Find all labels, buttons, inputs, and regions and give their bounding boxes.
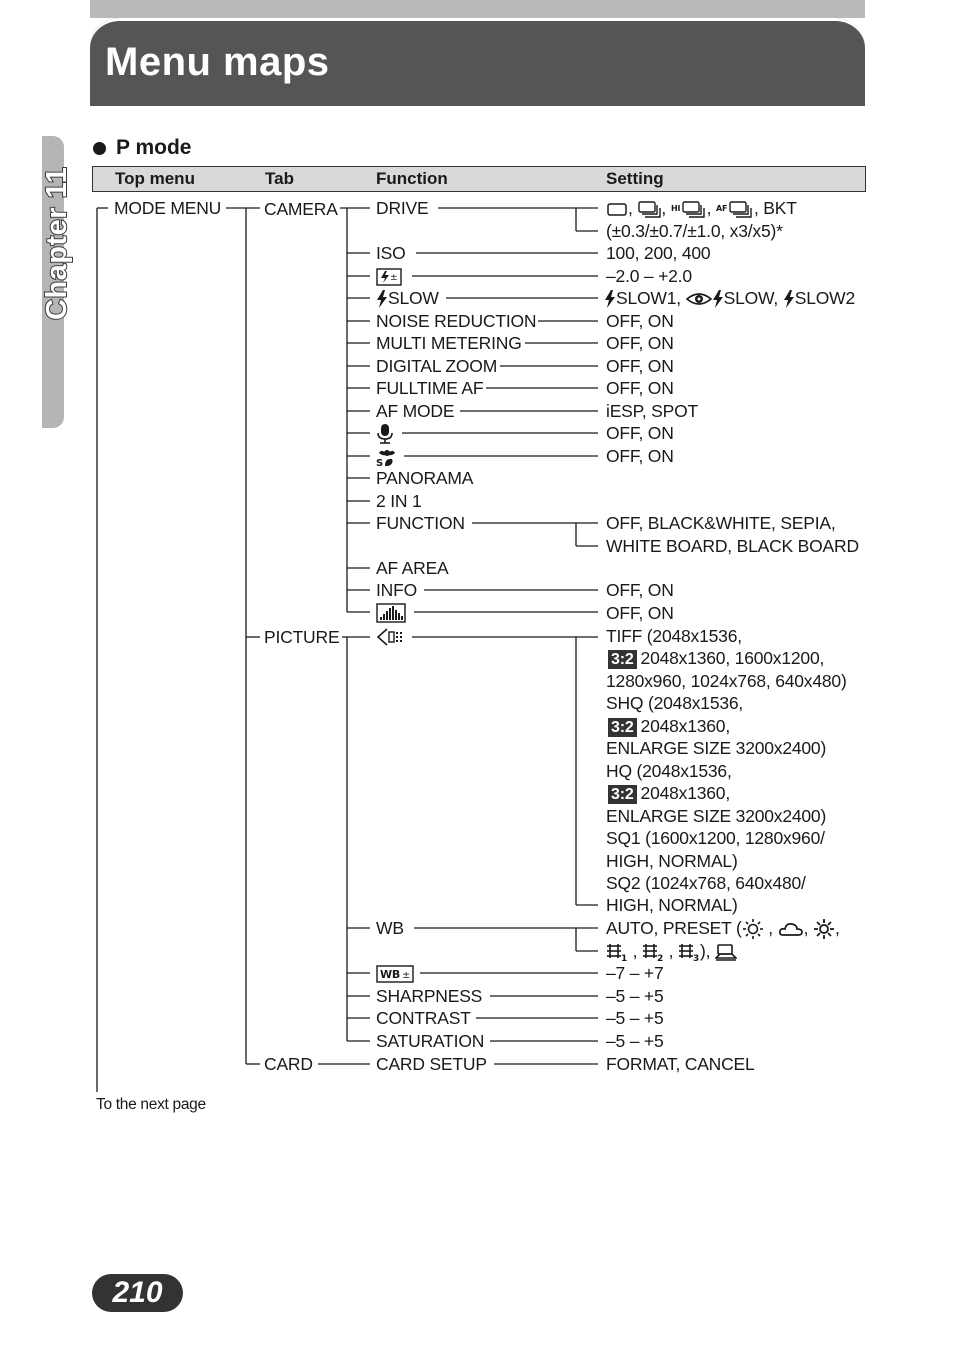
setting-digital-zoom: OFF, ON (606, 356, 674, 376)
header-top-menu: Top menu (115, 169, 195, 188)
function-fulltime-af: FULLTIME AF (376, 378, 484, 398)
svg-text:HI: HI (670, 204, 680, 214)
setting-wb-adjust: –7 – +7 (606, 963, 664, 983)
setting-function-line2: WHITE BOARD, BLACK BOARD (606, 536, 859, 556)
sequential-shooting-icon (637, 200, 661, 218)
setting-quality-line: 3:2 2048x1360, (608, 783, 730, 804)
single-shot-icon (606, 201, 628, 217)
setting-quality-line: TIFF (2048x1536, (606, 626, 742, 646)
setting-iso: 100, 200, 400 (606, 243, 711, 263)
flash-icon (604, 290, 616, 308)
function-digital-zoom: DIGITAL ZOOM (376, 356, 498, 376)
function-function: FUNCTION (376, 513, 465, 533)
setting-slow-redeye: SLOW, (723, 288, 779, 308)
setting-function-line1: OFF, BLACK&WHITE, SEPIA, (606, 513, 836, 533)
setting-quality-line: ENLARGE SIZE 3200x2400) (606, 806, 827, 826)
setting-multi-metering: OFF, ON (606, 333, 674, 353)
setting-quality-line: SQ1 (1600x1200, 1280x960/ (606, 828, 825, 848)
flash-exposure-icon (376, 268, 402, 286)
setting-quality-line: HIGH, NORMAL) (606, 851, 738, 871)
fluorescent-3-icon (678, 943, 700, 961)
setting-info: OFF, ON (606, 580, 674, 600)
cloudy-icon (778, 920, 804, 938)
fluorescent-1-label: 1 (621, 954, 628, 962)
histogram-icon (376, 603, 406, 623)
function-super-macro (376, 446, 398, 467)
setting-card-setup: FORMAT, CANCEL (606, 1054, 755, 1074)
function-iso: ISO (376, 243, 406, 263)
svg-text:S: S (376, 458, 384, 468)
setting-histogram: OFF, ON (606, 603, 674, 623)
function-2-in-1: 2 IN 1 (376, 491, 422, 511)
fluorescent-1-icon (606, 943, 628, 961)
page-title: Menu maps (105, 40, 330, 84)
page-number: 210 (112, 1276, 163, 1309)
setting-mic: OFF, ON (606, 423, 674, 443)
fluorescent-3-label: 3 (693, 954, 700, 962)
tungsten-icon (813, 919, 835, 939)
tab-card: CARD (264, 1054, 313, 1074)
function-mic (376, 423, 394, 444)
af-sequential-icon (716, 200, 754, 218)
function-slow (376, 288, 439, 308)
function-af-mode: AF MODE (376, 401, 455, 421)
setting-wb-line1: AUTO, PRESET ( , , , (606, 918, 840, 938)
fluorescent-2-icon (642, 943, 664, 961)
function-info: INFO (376, 580, 418, 600)
function-noise-reduction: NOISE REDUCTION (376, 311, 537, 331)
setting-slow (604, 288, 855, 308)
function-flash-exposure (376, 266, 402, 286)
function-sharpness: SHARPNESS (376, 986, 483, 1006)
header-tab: Tab (265, 169, 294, 188)
setting-wb-line2: 1 , 2 , 3 ), (606, 941, 737, 961)
aspect-3-2-badge: 3:2 (608, 718, 637, 737)
function-contrast: CONTRAST (376, 1008, 471, 1028)
function-slow-label: SLOW (388, 288, 439, 308)
setting-quality-line: HIGH, NORMAL) (606, 895, 738, 915)
function-card-setup: CARD SETUP (376, 1054, 487, 1074)
setting-af-mode: iESP, SPOT (606, 401, 699, 421)
setting-slow2: SLOW2 (794, 288, 855, 308)
aspect-3-2-badge: 3:2 (608, 785, 637, 804)
setting-quality-line: HQ (2048x1536, (606, 761, 732, 781)
setting-drive: , , HI , AF , BKT (606, 198, 797, 218)
sunny-icon (742, 919, 764, 939)
function-drive: DRIVE (376, 198, 429, 218)
section-title: P mode (116, 136, 192, 159)
setting-quality-line: 3:2 2048x1360, (608, 716, 730, 737)
svg-text:±: ± (402, 970, 411, 982)
function-af-area: AF AREA (376, 558, 449, 578)
tab-camera: CAMERA (264, 199, 338, 219)
svg-text:WB: WB (380, 968, 401, 982)
setting-quality-line: ENLARGE SIZE 3200x2400) (606, 738, 827, 758)
flash-icon (783, 290, 795, 308)
microphone-icon (376, 424, 394, 444)
function-panorama: PANORAMA (376, 468, 474, 488)
header-setting: Setting (606, 169, 664, 188)
setting-saturation: –5 – +5 (606, 1031, 664, 1051)
function-wb-adjust (376, 963, 414, 983)
svg-text:AF: AF (715, 204, 728, 214)
function-record-mode (376, 626, 408, 647)
setting-fulltime-af: OFF, ON (606, 378, 674, 398)
setting-slow1: SLOW1, (616, 288, 681, 308)
setting-quality-line: 1280x960, 1024x768, 640x480) (606, 671, 847, 691)
svg-text:±: ± (390, 273, 398, 284)
one-touch-wb-icon (715, 943, 737, 961)
header-function: Function (376, 169, 448, 188)
aspect-3-2-badge: 3:2 (608, 650, 637, 669)
record-mode-icon (376, 627, 408, 647)
flash-icon (712, 290, 724, 308)
setting-contrast: –5 – +5 (606, 1008, 664, 1028)
function-histogram (376, 602, 406, 623)
chapter-label: Chapter 11 (41, 166, 73, 320)
flash-icon (376, 290, 388, 308)
page-number-badge (92, 1274, 183, 1312)
red-eye-icon (686, 290, 712, 308)
top-menu-mode-menu: MODE MENU (114, 198, 222, 218)
setting-flash-exposure: –2.0 – +2.0 (606, 266, 692, 286)
setting-noise-reduction: OFF, ON (606, 311, 674, 331)
high-speed-sequential-icon (671, 200, 707, 218)
function-multi-metering: MULTI METERING (376, 333, 522, 353)
super-macro-icon (376, 447, 398, 467)
function-wb: WB (376, 918, 404, 938)
setting-quality-line: 3:2 2048x1360, 1600x1200, (608, 648, 824, 669)
setting-drive-bkt-values: (±0.3/±0.7/±1.0, x3/x5)* (606, 221, 783, 241)
wb-adjust-icon (376, 965, 414, 983)
setting-quality-line: SQ2 (1024x768, 640x480/ (606, 873, 806, 893)
setting-quality-line: SHQ (2048x1536, (606, 693, 744, 713)
function-saturation: SATURATION (376, 1031, 485, 1051)
tab-picture: PICTURE (264, 627, 340, 647)
setting-sharpness: –5 – +5 (606, 986, 664, 1006)
fluorescent-2-label: 2 (657, 954, 664, 962)
next-page-note: To the next page (96, 1096, 206, 1113)
setting-super-macro: OFF, ON (606, 446, 674, 466)
setting-drive-bkt: , BKT (753, 198, 797, 218)
